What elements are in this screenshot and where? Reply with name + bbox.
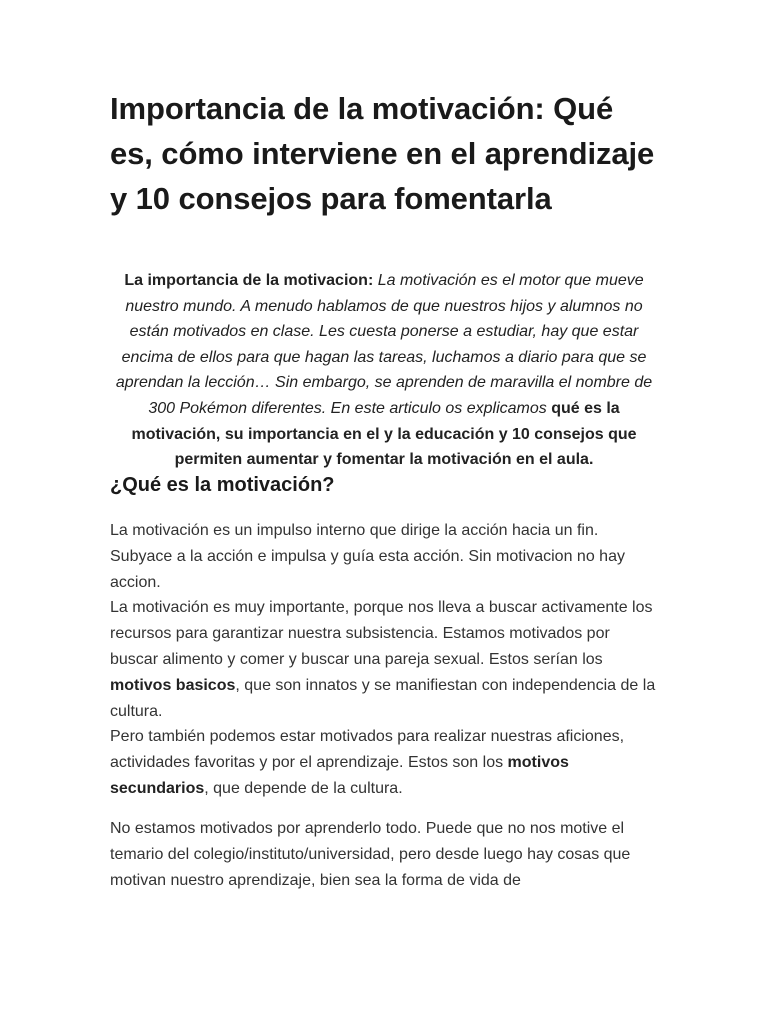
body-block-1 [110, 518, 662, 802]
intro-tail-bold: qué es la motivación, su importancia en el y la educación y 10 consejos que permiten aumentar y fomentar la motivación en el aula. [131, 399, 637, 469]
paragraph-3-bold: motivos secundarios [110, 754, 569, 797]
paragraph-1: La motivación es un impulso interno que dirige la acción hacia un fin. Subyace a la acción e impulsa y guía esta acción. Sin motivacion no hay accion. [110, 522, 625, 591]
paragraph-2-bold: motivos basicos [110, 676, 236, 694]
body-block-2 [110, 816, 662, 893]
paragraph-2-text: La motivación es muy importante, porque nos lleva a buscar activamente los recursos para garantizar nuestra subsistencia. Estamos motivados por buscar alimento y comer y buscar una pareja sexual. Estos serían los [110, 599, 653, 668]
paragraph-4: No estamos motivados por aprenderlo todo. Puede que no nos motive el temario del colegio/instituto/universidad, pero desde luego hay cosas que motivan nuestro aprendizaje, bien sea la forma de vida de [110, 820, 631, 889]
intro-paragraph [106, 268, 662, 473]
paragraph-3-end: , que depende de la cultura. [204, 779, 403, 797]
article-title: Importancia de la motivación: Qué es, cómo interviene en el aprendizaje y 10 consejos para fomentarla [110, 91, 655, 216]
paragraph-2-end: , que son innatos y se manifiestan con independencia de la cultura. [110, 676, 656, 720]
intro-lead-italic: La motivación es el motor que mueve nuestro mundo. A menudo hablamos de que nuestros hijos y alumnos no están motivados en clase. Les cuesta ponerse a estudiar, hay que estar encima de ellos para que hagan las tareas, luchamos a diario para que se aprendan la lección… Sin embargo, se aprenden de maravilla el nombre de 300 Pokémon diferentes. En este articulo os explicamos [115, 272, 653, 417]
paragraph-3 [110, 724, 662, 801]
paragraph-3-text: Pero también podemos estar motivados para realizar nuestras aficiones, actividades favoritas y por el aprendizaje. Estos son los [110, 728, 625, 772]
section-heading: ¿Qué es la motivación? [110, 474, 335, 496]
intro-lead-bold: La importancia de la motivacion: [124, 272, 374, 289]
paragraph-2 [110, 595, 662, 724]
